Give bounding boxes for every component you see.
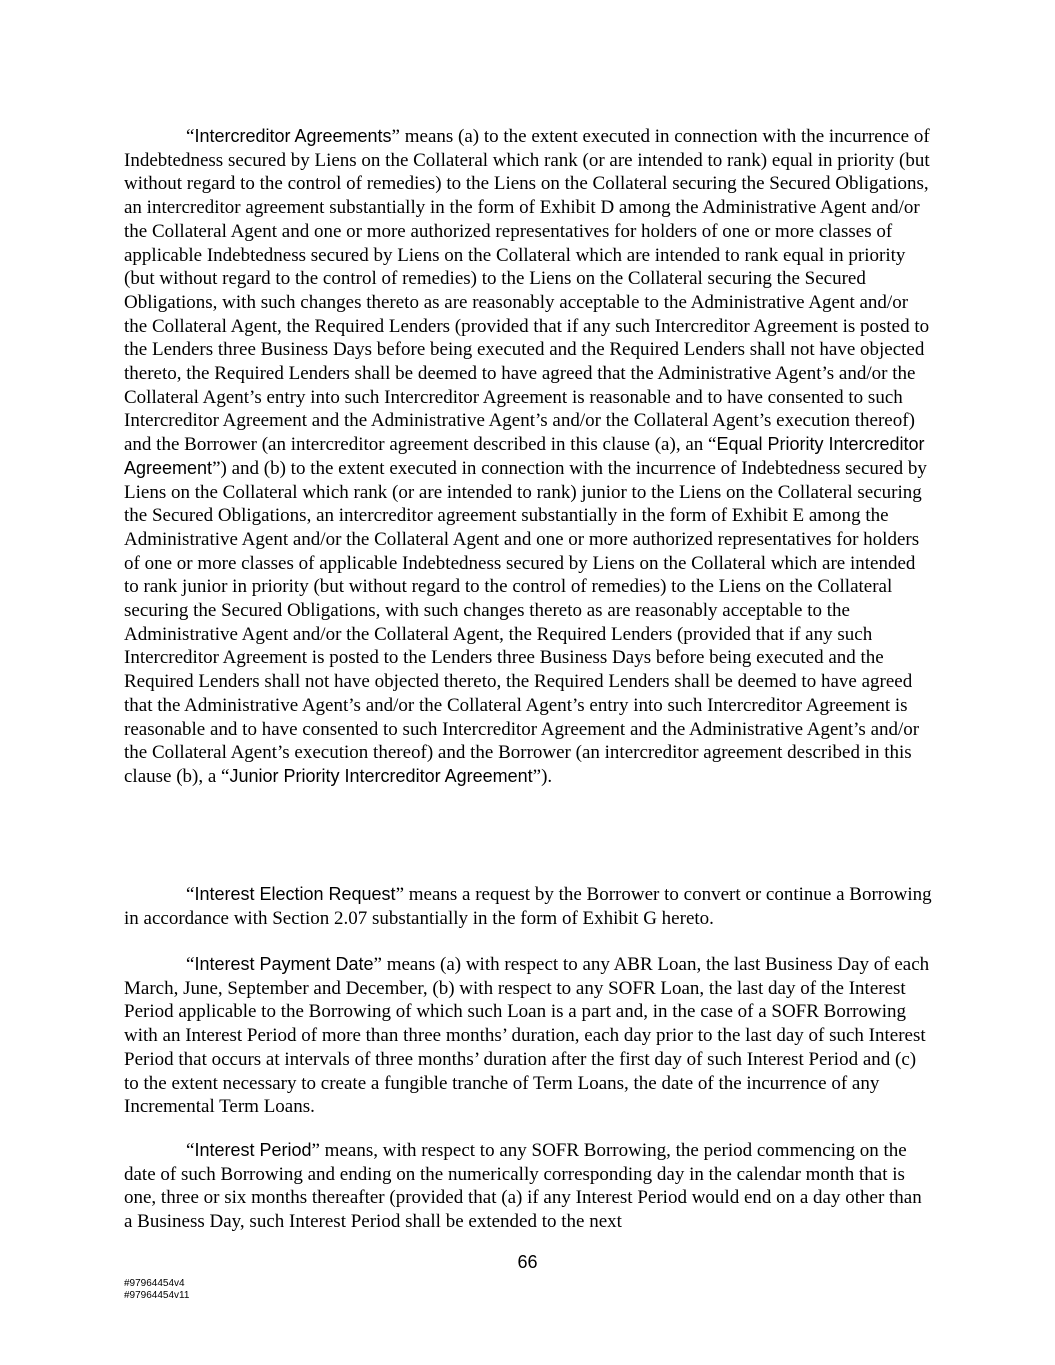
doc-id: #97964454v4 xyxy=(124,1278,185,1289)
defined-term: Intercreditor Agreements xyxy=(194,126,392,146)
page-number: 66 xyxy=(517,1252,538,1272)
defined-term: Equal Priority Intercreditor Agreement xyxy=(124,434,925,478)
defined-term: Interest Payment Date xyxy=(194,954,374,974)
definition-interest-period: “Interest Period” means, with respect to any SOFR Borrowing, the period commencing on the date of such Borrowing and ending on the numerically corresponding day in the calendar month that is one, three or six months thereafter (provided that (a) if any Interest Period would end on a day other than a Business Day, such Interest Period shall be extended to the next xyxy=(124,1140,922,1233)
defined-term: Junior Priority Intercreditor Agreement xyxy=(229,765,533,786)
document-ids xyxy=(124,1278,189,1302)
defined-term: Interest Election Request xyxy=(194,884,396,904)
doc-id: #97964454v11 xyxy=(124,1290,190,1301)
defined-term: Interest Period xyxy=(194,1140,312,1160)
definition-interest-payment-date: “Interest Payment Date” means (a) with respect to any ABR Loan, the last Business Day of each March, June, September and December, (b) with respect to any SOFR Loan, the last day of the Interest Period applicable to the Borrowing of which such Loan is a part and, in the case of a SOFR Borrowing with an Interest Period of more than three months’ duration, each day prior to the last day of such Interest Period that occurs at intervals of three months’ duration after the first day of such Interest Period and (c) to the extent necessary to create a fungible tranche of Term Loans, the date of the incurrence of any Incremental Term Loans. xyxy=(124,954,930,1118)
definition-intercreditor-agreements: “Intercreditor Agreements” means (a) to the extent executed in connection with the incurrence of Indebtedness secured by Liens on the Collateral which rank (or are intended to rank) equal in priority (but without regard to the control of remedies) to the Liens on the Collateral securing the Secured Obligations, an intercreditor agreement substantially in the form of Exhibit D among the Administrative Agent and/or the Collateral Agent and one or more authorized representatives for holders of one or more classes of applicable Indebtedness secured by Liens on the Collateral which are intended to rank equal in priority (but without regard to the control of remedies) to the Liens on the Collateral securing the Secured Obligations, with such changes thereto as are reasonably acceptable to the Administrative Agent and/or the Collateral Agent, the Required Lenders (provided that if any such Intercreditor Agreement is posted to the Lenders three Business Days before being executed and the Required Lenders shall not have objected thereto, the Required Lenders shall be deemed to have agreed that the Administrative Agent’s and/or the Collateral Agent’s entry into such Intercreditor Agreement is reasonable and to have consented to such Intercreditor Agreement and the Administrative Agent’s and/or the Collateral Agent’s execution thereof) and the Borrower (an intercreditor agreement described in this clause (a), an “Equal Priority Intercreditor Agreement”) and (b) to the extent executed in connection with the incurrence of Indebtedness secured by Liens on the Collateral which rank (or are intended to rank) junior to the Liens on the Collateral securing the Secured Obligations, an intercreditor agreement substantially in the form of Exhibit E among the Administrative Agent and/or the Collateral Agent and one or more authorized representatives for holders of one or more classes of applicable Indebtedness secured by Liens on the Collateral which are intended to rank junior in priority (but without regard to the control of remedies) to the Liens on the Collateral securing the Secured Obligations, with such changes thereto as are reasonably acceptable to the Administrative Agent and/or the Collateral Agent, the Required Lenders (provided that if any such Intercreditor Agreement is posted to the Lenders three Business Days before being executed and the Required Lenders shall not have objected thereto, the Required Lenders shall be deemed to have agreed that the Administrative Agent’s and/or the Collateral Agent’s entry into such Intercreditor Agreement is reasonable and to have consented to such Intercreditor Agreement and the Administrative Agent’s and/or the Collateral Agent’s execution thereof) and the Borrower (an intercreditor agreement described in this clause (b), a “Junior Priority Intercreditor Agreement”). xyxy=(124,126,930,787)
definition-interest-election-request: “Interest Election Request” means a request by the Borrower to convert or continue a Borrowing in accordance with Section 2.07 substantially in the form of Exhibit G hereto. xyxy=(124,884,932,929)
